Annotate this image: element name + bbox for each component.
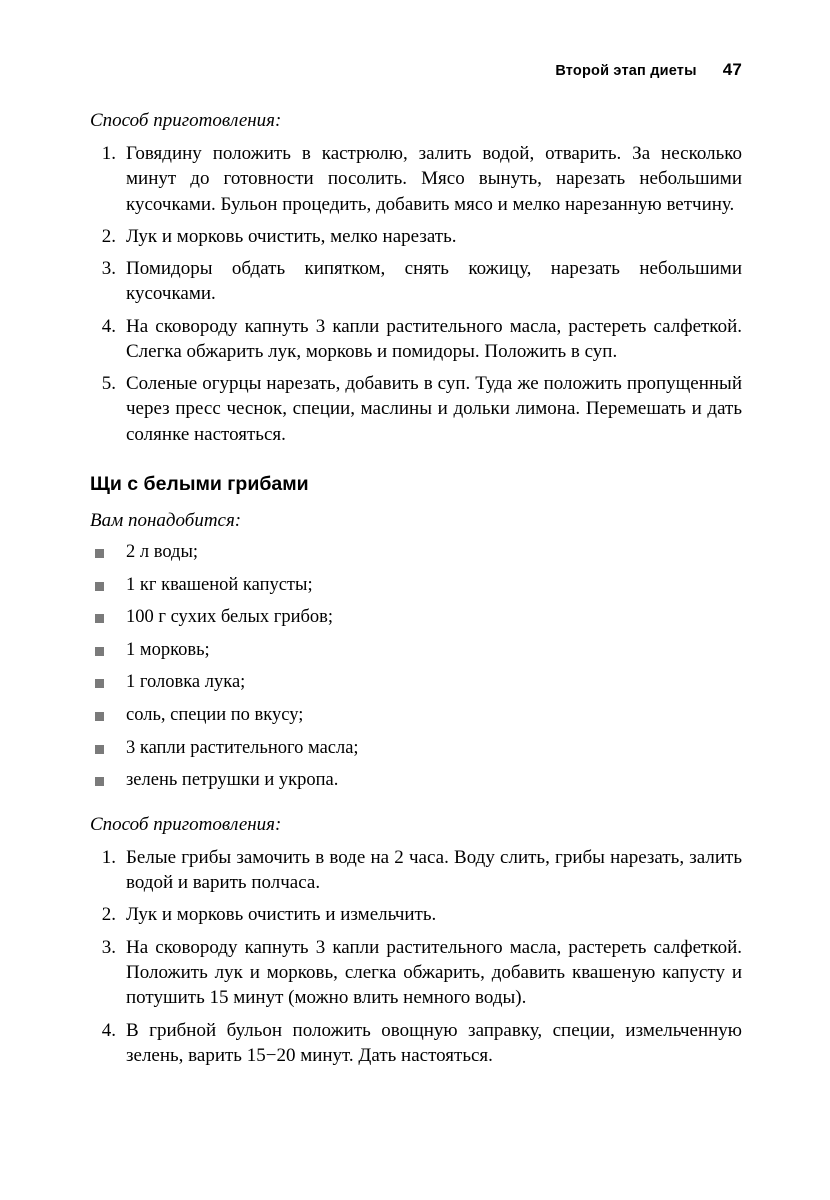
steps-list-1 [88,141,742,447]
list-item [88,935,742,1011]
step-text: Лук и морковь очистить и измельчить. [126,904,437,926]
recipe-title: Щи с белыми грибами [90,472,309,495]
square-bullet-icon [95,647,104,656]
step-text: Соленые огурцы нарезать, добавить в суп. Туда же положить пропущенный через пресс чеснок, специи, маслины и дольки лимона. Перемешать и дать солянке настояться. [126,373,742,445]
step-number: 4. [101,315,116,337]
ingredient-text: 1 морковь; [126,639,210,660]
step-number: 3. [101,258,116,280]
ingredient-text: 1 головка лука; [126,672,246,693]
method-label-2: Способ приготовления: [90,813,282,835]
steps-list-2 [88,845,742,1068]
list-item [88,541,742,564]
list-item [88,224,742,249]
spacer [88,802,742,814]
square-bullet-icon [95,712,104,721]
step-text: Помидоры обдать кипятком, снять кожицу, нарезать небольшими кусочками. [126,258,742,305]
step-text: На сковороду капнуть 3 капли растительного масла, растереть салфеткой. Слегка обжарить лук, морковь и помидоры. Положить в суп. [126,315,742,362]
step-text: Белые грибы замочить в воде на 2 часа. Воду слить, грибы нарезать, залить водой и варить полчаса. [126,846,742,894]
ingredient-text: 100 г сухих белых грибов; [126,607,334,628]
square-bullet-icon [95,614,104,623]
list-item [88,606,742,629]
page-header [88,60,742,80]
method-label-1: Способ приготовления: [90,110,282,131]
list-item [88,639,742,662]
list-item [88,371,742,447]
step-number: 1. [101,846,116,868]
ingredients-list [88,541,742,793]
ingredient-text: 1 кг квашеной капусты; [126,574,313,595]
ingredient-text: зелень петрушки и укропа. [126,770,339,791]
step-number: 2. [101,225,116,247]
list-item [88,737,742,760]
ingredient-text: 2 л воды; [126,541,199,562]
step-number: 1. [101,143,116,164]
list-item [88,256,742,307]
step-text: В грибной бульон положить овощную заправку, специи, измельченную зелень, варить 15−20 минут. Дать настояться. [126,1019,742,1066]
ingredient-text: соль, специи по вкусу; [126,705,304,726]
list-item [88,671,742,694]
list-item [88,902,742,927]
step-text: На сковороду капнуть 3 капли растительного масла, растереть салфеткой. Положить лук и морковь, слегка обжарить, добавить квашеную капусту и потушить 15 минут (можно влить немного воды). [126,936,742,1009]
list-item [88,845,742,896]
list-item [88,574,742,597]
ingredient-text: 3 капли растительного масла; [126,737,359,758]
step-number: 5. [101,373,116,395]
list-item [88,314,742,365]
list-item [88,141,742,217]
list-item [88,769,742,792]
running-title: Второй этап диеты [555,63,697,79]
square-bullet-icon [95,549,104,558]
page-number: 47 [722,60,742,79]
square-bullet-icon [95,745,104,754]
list-item [88,1018,742,1069]
square-bullet-icon [95,582,104,591]
square-bullet-icon [95,679,104,688]
step-number: 4. [101,1019,116,1041]
step-text: Говядину положить в кастрюлю, залить водой, отварить. За несколько минут до готовности посолить. Мясо вынуть, нарезать небольшими кусочками. Бульон процедить, добавить мясо и мелко нарезанную ветчину. [126,143,742,215]
ingredients-label: Вам понадобится: [90,509,242,531]
list-item [88,704,742,727]
step-number: 3. [101,936,116,958]
square-bullet-icon [95,777,104,786]
step-text: Лук и морковь очистить, мелко нарезать. [126,225,457,247]
step-number: 2. [101,904,116,926]
